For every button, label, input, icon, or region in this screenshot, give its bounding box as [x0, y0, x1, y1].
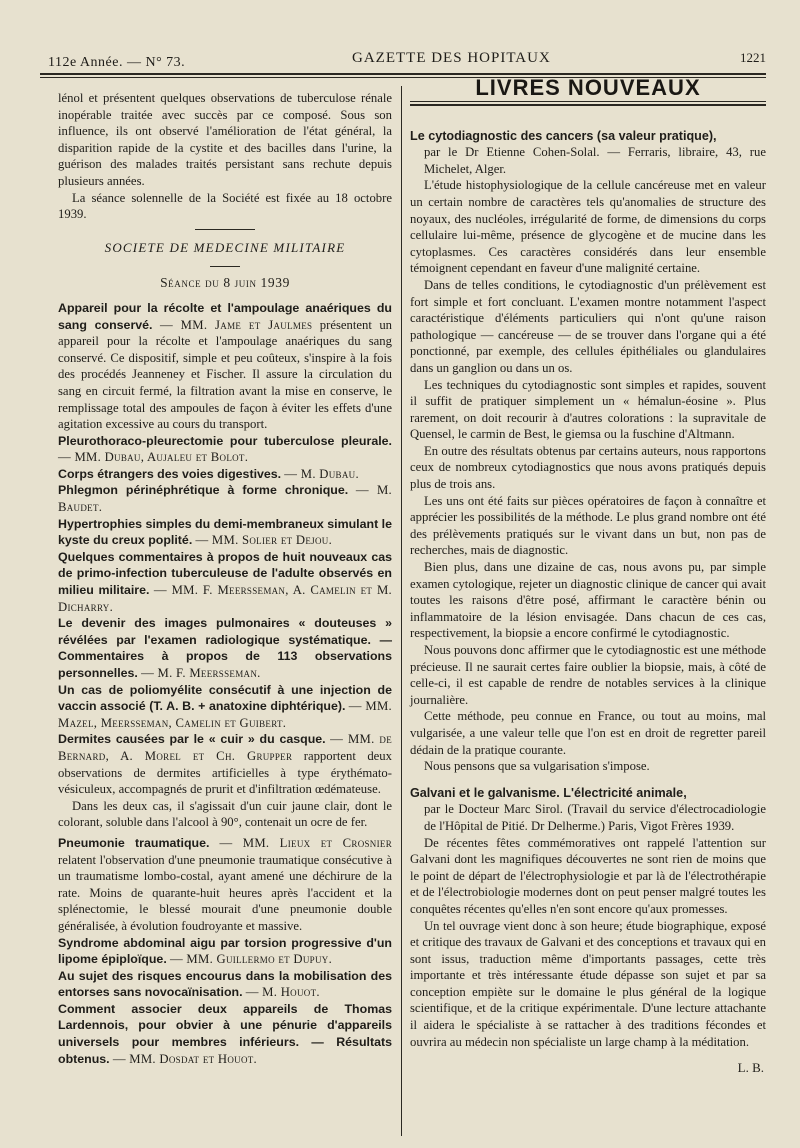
entry-5-authors: — MM. Solier et Dejou.	[195, 533, 333, 548]
entry-10-body: relatent l'observation d'une pneumonie traumatique consécutive à un traumatisme lombo-costal, ayant amené une déchirure de la rate. Moins de quarante-huit heures après l'accident et la splénectomie, le blessé mourait d'une pneumonie double généralisée, à évolution foudroyante et massive.	[58, 852, 392, 933]
entry-8-title: Un cas de poliomyélite consécutif à une injection de vaccin associé (T. A. B. + anatoxine diphtérique).	[58, 682, 392, 714]
right-column	[410, 75, 766, 1077]
book-1-paragraph-9: Nous pensons que sa vulgarisation s'impose.	[424, 759, 650, 774]
book-2-heading	[410, 785, 766, 835]
entry-2	[58, 433, 392, 466]
entry-9-title: Dermites causées par le « cuir » du casque.	[58, 732, 326, 747]
session-date: Séance du 8 juin 1939	[160, 275, 290, 291]
entry-7	[58, 615, 392, 681]
entry-10-authors: — MM. Lieux et Crosnier	[219, 835, 392, 850]
entry-11-title: Syndrome abdominal aigu par torsion progressive d'un lipome épiploïque.	[58, 935, 392, 967]
book-1-heading	[410, 128, 766, 178]
book-1-paragraph-7: Nous pouvons donc affirmer que le cytodiagnostic est une méthode précieuse. Il ne saurait certes faire oublier la biopsie, mais, à côté de celle-ci, il est capable de rendre de notables services à la clinique journalière.	[410, 643, 766, 707]
entry-3-title: Corps étrangers des voies digestives.	[58, 466, 282, 481]
section-rule-thick	[410, 104, 766, 106]
book-1-title: Le cytodiagnostic des cancers (sa valeur pratique),	[410, 128, 717, 143]
separator	[195, 229, 255, 230]
society-title: SOCIETE DE MEDECINE MILITAIRE	[104, 239, 346, 255]
section-title: LIVRES NOUVEAUX	[475, 75, 701, 100]
entry-3-authors: — M. Dubau.	[284, 466, 359, 481]
intro-paragraph-2: La séance solennelle de la Société est fixée au 18 octobre 1939.	[58, 190, 392, 222]
book-2-title: Galvani et le galvanisme. L'électricité animale,	[410, 785, 687, 800]
entry-1-title: Appareil pour la récolte et l'ampoulage anaériques du sang conservé.	[58, 300, 392, 332]
entry-4	[58, 482, 392, 515]
journal-title: GAZETTE DES HOPITAUX	[352, 50, 551, 66]
issue-number: 112e Année. — N° 73.	[48, 55, 186, 70]
separator-small	[210, 266, 240, 267]
book-1-paragraph-1: L'étude histophysiologique de la cellule cancéreuse met en valeur un certain nombre de caractères tels qu'anomalies de structure des noyaux, des nucléoles, irrégularité de forme, de dimensions du corps cellulaire lui-même, présence de glycogène et de mucine dans les cytoplasmes. Ces caractères considérés dans leur ensemble témoignent cependant en faveur d'une malignité certaine.	[410, 178, 766, 276]
entry-13-authors: — MM. Dosdat et Houot.	[112, 1051, 258, 1066]
book-1-paragraph-8: Cette méthode, peu connue en France, ou tout au moins, mal vulgarisée, a une valeur telle que l'on est en droit de regretter pareil dédain de la pratique courante.	[410, 709, 766, 757]
entry-1	[58, 300, 392, 433]
book-1-reference: par le Dr Etienne Cohen-Solal. — Ferraris, libraire, 43, rue Michelet, Alger.	[424, 145, 766, 176]
column-divider	[401, 86, 402, 1136]
entry-9	[58, 731, 392, 797]
entry-2-authors: — MM. Dubau, Aujaleu et Bolot.	[58, 450, 249, 465]
entry-12	[58, 968, 392, 1001]
book-2-paragraph-2: Un tel ouvrage vient donc à son heure; étude biographique, exposé et critique des travaux de Galvani et des conceptions et travaux qui en sont issus, traduction même d'importants passages, cette très importante et très intéressante étude dépasse son sujet et par sa conception empiète sur le domaine le plus général de la logique scientifique, et de la critique expérimentale. D'une lecture attachante il aidera le spécialiste à se rattacher à des traditions fécondes et ouvrira au médecin non spécialiste un large champ à la méditation.	[410, 918, 766, 1049]
page-number: 1221	[740, 50, 766, 65]
entry-6	[58, 549, 392, 615]
entry-12-authors: — M. Houot.	[245, 985, 320, 1000]
entry-8	[58, 682, 392, 732]
entry-7-authors: — M. F. Meersseman.	[141, 666, 261, 680]
entry-5	[58, 516, 392, 549]
entry-7-title: Le devenir des images pulmonaires « douteuses » révélées par l'examen radiologique systématique. — Commentaires à propos de 113 observations personnelles.	[58, 616, 392, 680]
book-1-paragraph-3: Les techniques du cytodiagnostic sont simples et rapides, souvent il suffit de pratiquer simplement un « hémalun-éosine ». Plus rarement, on doit recourir à d'autres colorations : la supravitale de Quensel, le carmin de Best, le giemsa ou la fuschine d'Altmann.	[410, 377, 766, 442]
entry-9-body: rapportent deux observations de dermites artificielles à type érythémato-vésiculeux, accompagnés de prurit et d'infiltration œdémateuse.	[58, 748, 392, 797]
intro-paragraph-1: lénol et présentent quelques observations de tuberculose rénale inopérable traitée avec succès par ce composé. Sous son influence, ils ont observé l'amélioration de l'état général, la disparition rapide de la cystite et des bacilles dans l'urine, la guérison des malades traités persistant sans rechute depuis plusieurs années.	[58, 91, 392, 188]
entry-1-body: présentent un appareil pour la récolte et l'ampoulage anaériques du sang conservé. Ce dispositif, simple et peu coûteux, s'inspire à la fois des procédés Jeanneney et Fischer. Il assure la circulation du sang en circuit fermé, la filtration avant la mise en conserve, le remplissage total des ampoules de façon à éviter les effets d'une agitation excessive au cours du transport.	[58, 317, 393, 432]
entry-6-authors: — MM. F. Meersseman, A. Camelin et M. Dicharry.	[58, 583, 392, 614]
entry-5-title: Hypertrophies simples du demi-membraneux simulant le kyste du creux poplité.	[58, 516, 392, 548]
left-column	[58, 90, 392, 1067]
entry-4-title: Phlegmon périnéphrétique à forme chronique.	[58, 483, 349, 498]
entry-13	[58, 1001, 392, 1067]
book-1-paragraph-6: Bien plus, dans une dizaine de cas, nous avons pu, par simple examen cytologique, rejeter un diagnostic clinique de cancer qui avait toutes les raisons d'être posé, affirmant le caractère bénin ou inflammatoire de la lésion envisagée. Dans chacun de ces cas, respectivement, la biopsie a encore confirmé le cytodiagnostic.	[410, 560, 766, 641]
entry-11	[58, 935, 392, 968]
entry-1-authors: — MM. Jame et Jaulmes	[159, 317, 313, 332]
book-2-reference: par le Docteur Marc Sirol. (Travail du service d'électrocadiologie de l'Hôpital de Pitié. Dr Delherme.) Paris, Vigot Frères 1939.	[424, 802, 766, 833]
entry-9-authors: — MM. de Bernard, A. Morel et Ch. Grupper	[58, 732, 393, 763]
entry-8-authors: — MM. Mazel, Meersseman, Camelin et Guibert.	[58, 699, 392, 730]
entry-13-title: Comment associer deux appareils de Thomas Lardennois, pour obvier à une pénurie d'appareils universels pour membres inférieurs. — Résultats obtenus.	[58, 1001, 392, 1066]
entry-10-title: Pneumonie traumatique.	[58, 835, 210, 850]
entry-12-title: Au sujet des risques encourus dans la mobilisation des entorses sans novocaïnisation.	[58, 968, 392, 1000]
book-2-paragraph-1: De récentes fêtes commémoratives ont rappelé l'attention sur Galvani dont les magnifiques découvertes ne sont rien de moins que le point de départ de l'électrophysiologie et par là de l'électrothérapie et de l'électrobiologie modernes dont on peut penser malgré toutes les conquêtes récentes qu'elles n'en sont encore qu'aux promesses.	[410, 835, 766, 916]
signature: L. B.	[737, 1060, 764, 1076]
entry-10	[58, 835, 392, 935]
page-header	[40, 50, 766, 72]
book-1-paragraph-2: Dans de telles conditions, le cytodiagnostic d'un prélèvement est fort simple et fort concluant. L'examen montre notamment l'aspect caractéristique d'éléments particuliers qui n'ont qu'une raison pathologique — cancéreuse — de se trouver dans l'organe qui a été ponctionné, par exemple, des cellules épithéliales ou glandulaires dans un ganglion ou dans un os.	[410, 277, 766, 375]
entry-3	[58, 466, 392, 483]
entry-4-authors: — M. Baudet.	[58, 483, 392, 515]
entry-2-title: Pleurothoraco-pleurectomie pour tuberculose pleurale.	[58, 433, 392, 448]
book-1-paragraph-4: En outre des résultats obtenus par certains auteurs, nous rapportons ceux de nombreux cytodiagnostics que nous avons pratiqués depuis plus de trois ans.	[410, 443, 766, 492]
entry-9-body-2: Dans les deux cas, il s'agissait d'un cuir jaune clair, dont le colorant, soluble dans l'alcool à 90°, contenait un ocre de fer.	[58, 798, 392, 830]
entry-6-title: Quelques commentaires à propos de huit nouveaux cas de primo-infection tuberculeuse de l'adulte observés en milieu militaire.	[58, 549, 392, 598]
book-1-paragraph-5: Les uns ont été faits sur pièces opératoires de façon à connaître et apprécier les possibilités de la méthode. Le plus grand nombre ont été des prélèvements pratiqués sur le vivant dans un but, non pas de recherches, mais de diagnostic.	[410, 493, 766, 558]
section-rule	[410, 101, 766, 102]
entry-11-authors: — MM. Guillermo et Dupuy.	[169, 952, 333, 967]
